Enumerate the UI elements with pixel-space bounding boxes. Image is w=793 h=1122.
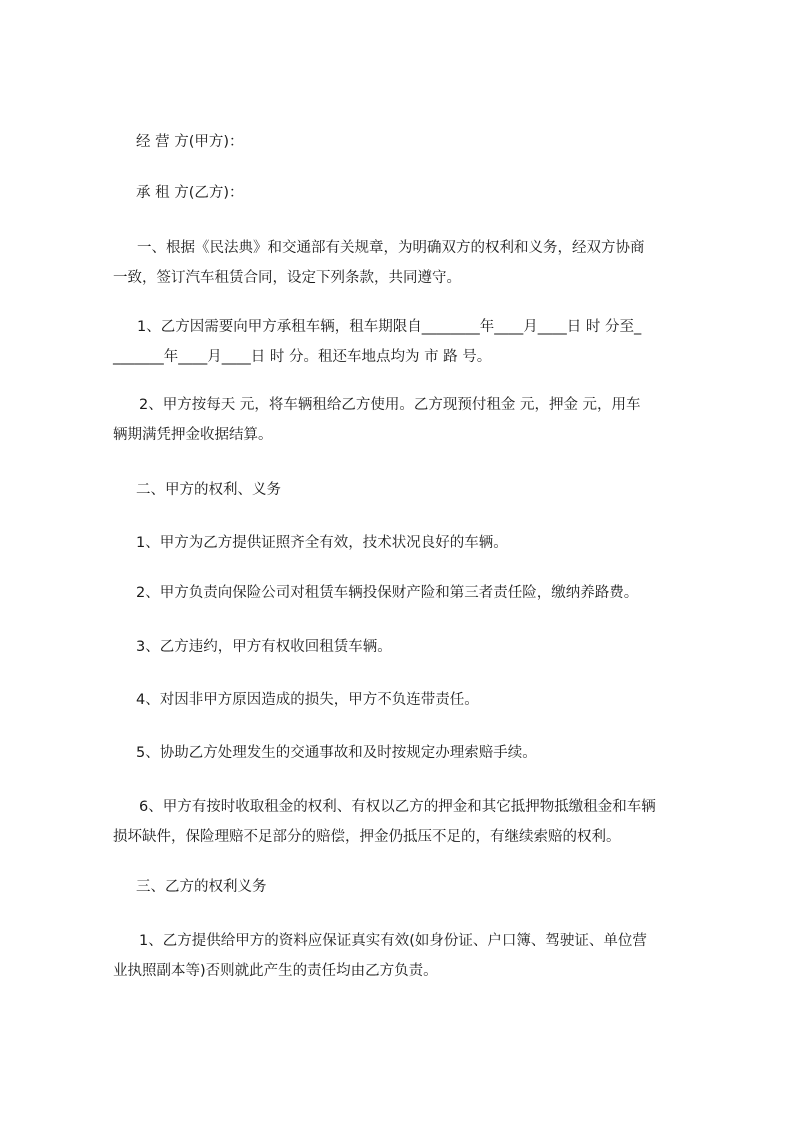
party-a-line xyxy=(136,127,716,157)
section2-item1 xyxy=(136,528,716,558)
section2-heading-text: 二、甲方的权利、义务 xyxy=(136,482,281,498)
section1-intro-line2: 一致，签订汽车租赁合同，设定下列条款，共同遵守。 xyxy=(113,270,461,286)
section1-item2 xyxy=(113,390,693,450)
section3-heading xyxy=(136,872,716,902)
section2-item1-text: 1、甲方为乙方提供证照齐全有效，技术状况良好的车辆。 xyxy=(136,535,508,551)
section1-intro-line1: 一、根据《民法典》和交通部有关规章，为明确双方的权利和义务，经双方协商 xyxy=(137,240,645,256)
party-a-text: 经 营 方(甲方)： xyxy=(136,134,244,150)
section3-heading-text: 三、乙方的权利义务 xyxy=(136,879,267,895)
section2-item2 xyxy=(136,578,716,608)
section2-item6 xyxy=(113,792,693,852)
section3-item1-line2: 业执照副本等)否则就此产生的责任均由乙方负责。 xyxy=(113,963,438,979)
section2-item4-text: 4、对因非甲方原因造成的损失，甲方不负连带责任。 xyxy=(136,692,479,708)
section2-item3-text: 3、乙方违约，甲方有权收回租赁车辆。 xyxy=(136,639,392,655)
section3-item1-line1: 1、乙方提供给甲方的资料应保证真实有效(如身份证、户口簿、驾驶证、单位营 xyxy=(139,933,647,949)
section1-item1 xyxy=(113,312,693,372)
section2-heading xyxy=(136,475,716,505)
section2-item5-text: 5、协助乙方处理发生的交通事故和及时按规定办理索赔手续。 xyxy=(136,745,537,761)
section3-item1 xyxy=(113,926,693,986)
section2-item6-line2: 损坏缺件，保险理赔不足部分的赔偿，押金仍抵压不足的，有继续索赔的权利。 xyxy=(113,829,621,845)
section1-item1-line1: 1、乙方因需要向甲方承租车辆，租车期限自________年____月____日 时 分至_ xyxy=(137,319,642,335)
section2-item3 xyxy=(136,632,716,662)
section1-item2-line2: 辆期满凭押金收据结算。 xyxy=(113,427,273,443)
section2-item2-text: 2、甲方负责向保险公司对租赁车辆投保财产险和第三者责任险，缴纳养路费。 xyxy=(136,585,639,601)
section2-item4 xyxy=(136,685,716,715)
party-b-text: 承 租 方(乙方)： xyxy=(136,185,244,201)
section2-item5 xyxy=(136,738,716,768)
section2-item6-line1: 6、甲方有按时收取租金的权利、有权以乙方的押金和其它抵押物抵缴租金和车辆 xyxy=(139,799,656,815)
party-b-line xyxy=(136,178,716,208)
section1-item2-line1: 2、甲方按每天 元，将车辆租给乙方使用。乙方现预付租金 元，押金 元，用车 xyxy=(139,397,641,413)
section1-intro xyxy=(113,233,693,293)
section1-item1-line2: _______年____月____日 时 分。租还车地点均为 市 路 号。 xyxy=(113,349,492,365)
